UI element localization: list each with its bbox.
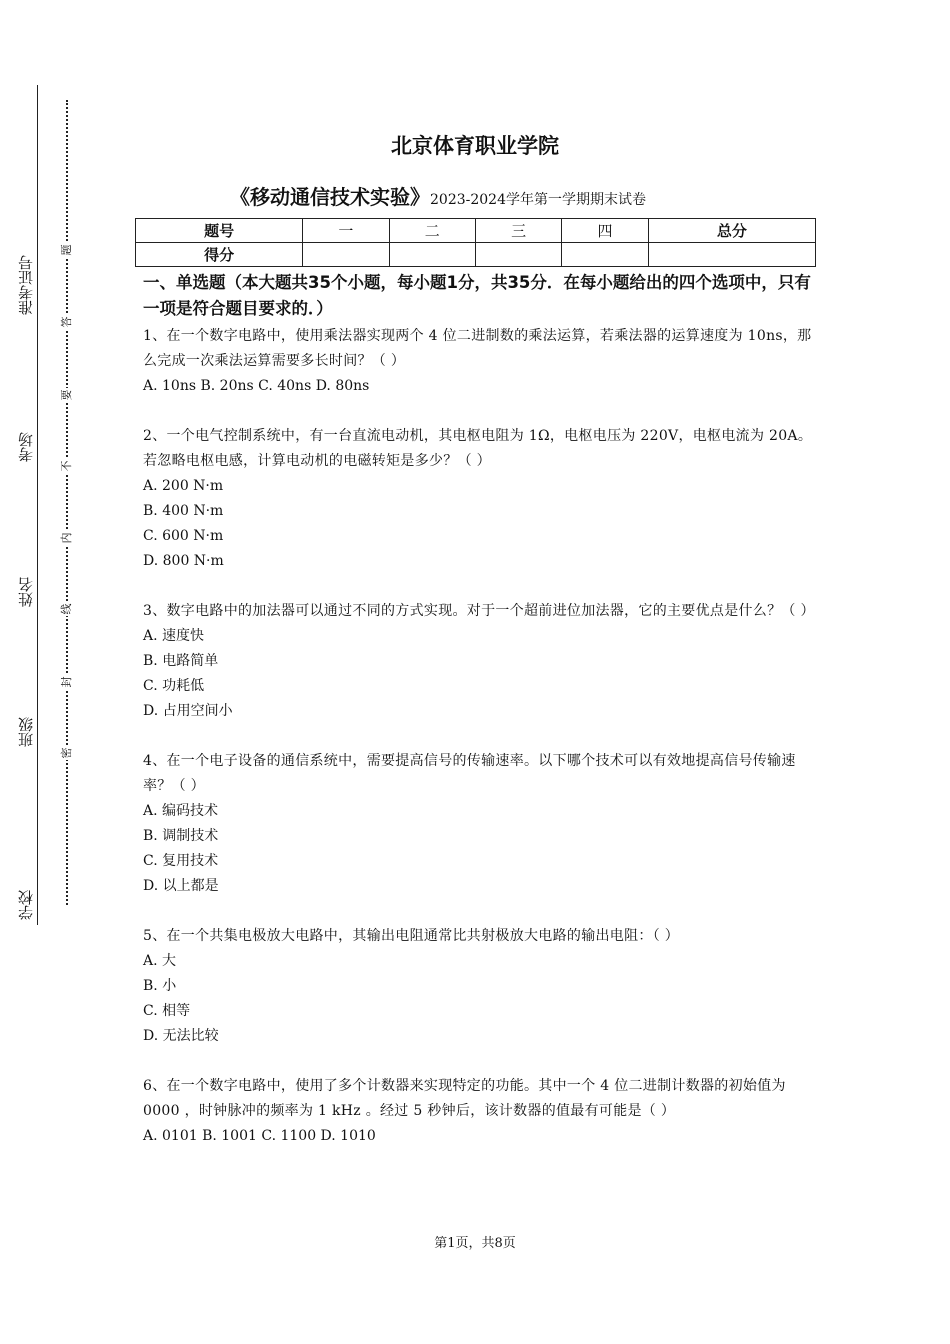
- binding-dotted-seal-line: [66, 100, 68, 905]
- question-stem: 2、一个电气控制系统中，有一台直流电动机，其电枢电阻为 1Ω，电枢电压为 220V，电枢电流为 20A。若忽略电枢电感，计算电动机的电磁转矩是多少？（ ）: [143, 428, 813, 469]
- question-option: D. 800 N·m: [143, 553, 224, 569]
- seal-char: 线: [60, 603, 73, 615]
- exam-title: [230, 181, 646, 210]
- question-option: D. 占用空间小: [143, 703, 233, 719]
- question-stem: 3、数字电路中的加法器可以通过不同的方式实现。对于一个超前进位加法器，它的主要优点是什么？（ ）: [143, 603, 815, 619]
- question-5: [143, 924, 813, 1049]
- score-cell: [303, 243, 389, 267]
- question-option: C. 600 N·m: [143, 528, 224, 544]
- score-cell: [475, 243, 561, 267]
- question-option: A. 速度快: [143, 628, 205, 644]
- score-cell: [648, 243, 815, 267]
- question-option: D. 无法比较: [143, 1028, 219, 1044]
- question-option: A. 200 N·m: [143, 478, 224, 494]
- binding-margin: [0, 0, 100, 1344]
- question-option: D. 以上都是: [143, 878, 219, 894]
- binding-solid-line: [37, 85, 38, 925]
- question-option: B. 电路简单: [143, 653, 219, 669]
- question-6: [143, 1074, 813, 1149]
- seal-char: 内: [60, 532, 73, 544]
- page-footer: 第1页，共8页: [434, 1236, 516, 1251]
- exam-content: [143, 270, 813, 1174]
- question-option: B. 小: [143, 978, 177, 994]
- term-label: 2023-2024学年第一学期期末试卷: [430, 192, 646, 208]
- question-2: [143, 424, 813, 574]
- question-stem: 6、在一个数字电路中，使用了多个计数器来实现特定的功能。其中一个 4 位二进制计数器的初始值为 0000 ，时钟脉冲的频率为 1 kHz 。经过 5 秒钟后，该计数器的值最有可能是（ ）: [143, 1078, 786, 1119]
- question-option: C. 相等: [143, 1003, 191, 1019]
- score-row-label: 得分: [136, 243, 303, 267]
- question-option: B. 调制技术: [143, 828, 219, 844]
- score-header-cell: 一: [303, 219, 389, 243]
- question-option: A. 编码技术: [143, 803, 219, 819]
- score-header-cell: 二: [389, 219, 475, 243]
- seal-char: 不: [60, 460, 73, 472]
- exam-number-label: 准考证号: [17, 255, 35, 315]
- score-table-header-row: [136, 219, 816, 243]
- question-stem: 1、在一个数字电路中，使用乘法器实现两个 4 位二进制数的乘法运算，若乘法器的运算速度为 10ns，那么完成一次乘法运算需要多长时间？（ ）: [143, 328, 812, 369]
- question-stem: 4、在一个电子设备的通信系统中，需要提高信号的传输速率。以下哪个技术可以有效地提高信号传输速率？（ ）: [143, 753, 796, 794]
- seal-char: 密: [60, 747, 73, 759]
- exam-room-label: 考场: [17, 432, 35, 462]
- score-header-cell: 总分: [648, 219, 815, 243]
- question-option: C. 功耗低: [143, 678, 205, 694]
- school-title: 北京体育职业学院: [391, 134, 559, 158]
- question-option: A. 大: [143, 953, 177, 969]
- score-table-score-row: [136, 243, 816, 267]
- score-header-cell: 四: [562, 219, 648, 243]
- seal-char: 封: [60, 676, 73, 688]
- question-option: B. 400 N·m: [143, 503, 224, 519]
- question-4: [143, 749, 813, 899]
- score-cell: [562, 243, 648, 267]
- section-title: 一、单选题（本大题共35个小题，每小题1分，共35分．在每小题给出的四个选项中，只有一项是符合题目要求的．）: [143, 273, 811, 318]
- seal-char: 答: [60, 316, 73, 328]
- question-option: C. 复用技术: [143, 853, 219, 869]
- score-table: [135, 218, 816, 267]
- question-1: [143, 324, 813, 399]
- name-label: 姓名: [17, 577, 35, 607]
- score-header-cell: 题号: [136, 219, 303, 243]
- question-options: A. 0101 B. 1001 C. 1100 D. 1010: [143, 1128, 376, 1144]
- course-name: 《移动通信技术实验》: [230, 185, 430, 209]
- question-3: [143, 599, 813, 724]
- seal-char: 要: [60, 389, 73, 401]
- class-label: 班级: [17, 717, 35, 747]
- question-options: A. 10ns B. 20ns C. 40ns D. 80ns: [143, 378, 370, 394]
- question-stem: 5、在一个共集电极放大电路中，其输出电阻通常比共射极放大电路的输出电阻：（ ）: [143, 928, 680, 944]
- score-header-cell: 三: [475, 219, 561, 243]
- seal-char: 题: [60, 244, 73, 256]
- school-label: 学校: [17, 890, 35, 920]
- score-cell: [389, 243, 475, 267]
